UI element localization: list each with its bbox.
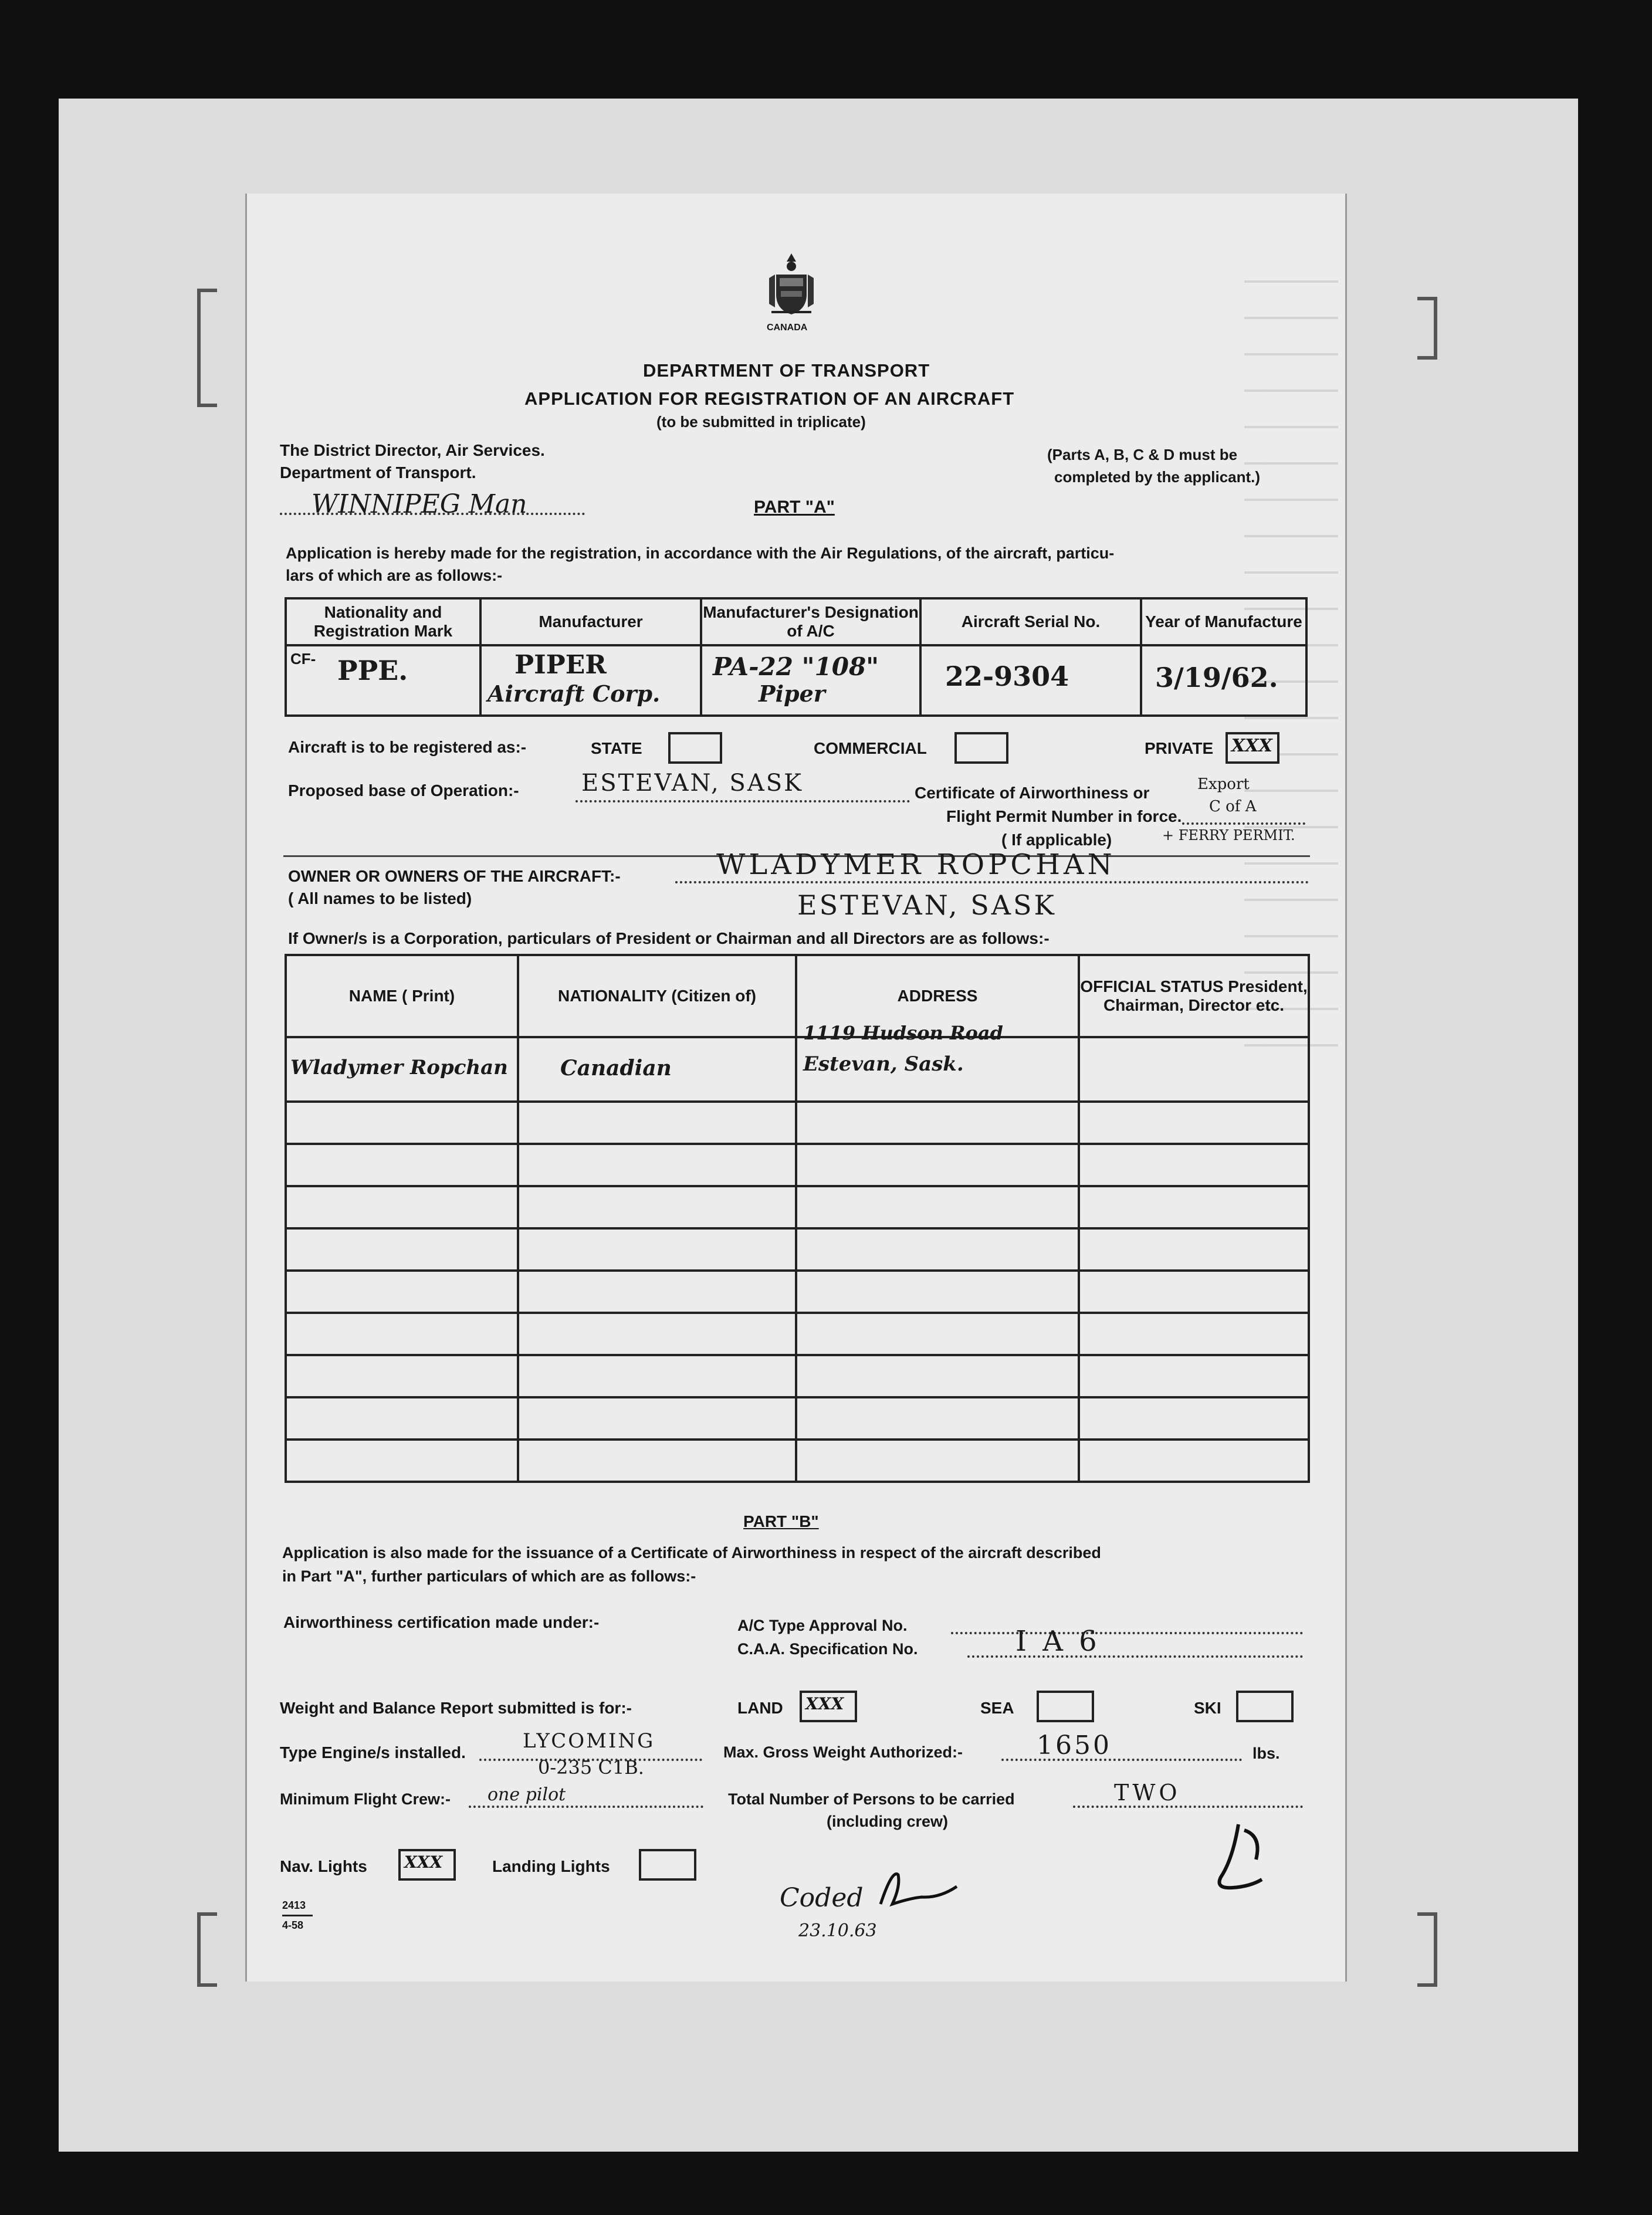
owner-address: ESTEVAN, SASK <box>797 889 1057 921</box>
table-row <box>286 645 1306 716</box>
land-checkbox[interactable] <box>800 1691 857 1722</box>
part-b-heading: PART "B" <box>743 1512 819 1530</box>
corner-bracket <box>197 289 217 407</box>
form-number-rule <box>282 1915 313 1916</box>
persons-label-2: (including crew) <box>827 1813 949 1830</box>
corner-bracket <box>197 1912 217 1987</box>
manufacturer-value: PIPER <box>514 650 607 680</box>
table-row <box>286 1271 1309 1313</box>
owner-label-1: OWNER OR OWNERS OF THE AIRCRAFT:- <box>288 867 621 885</box>
part-a-intro-1: Application is hereby made for the registration, in accordance with the Air Regulations, of the aircraft, particu- <box>286 544 1115 562</box>
director-name: Wladymer Ropchan <box>290 1056 508 1079</box>
land-mark: XXX <box>805 1694 844 1713</box>
sea-checkbox[interactable] <box>1037 1691 1094 1722</box>
col-header-year: Year of Manufacture <box>1141 598 1306 645</box>
corporation-label: If Owner/s is a Corporation, particulars of President or Chairman and all Directors are as follows:- <box>288 929 1050 947</box>
table-row <box>286 1355 1309 1397</box>
sea-label: SEA <box>980 1699 1014 1717</box>
registration-cell <box>286 645 480 716</box>
manufacturer-value-2: Aircraft Corp. <box>488 680 661 707</box>
department-title: DEPARTMENT OF TRANSPORT <box>643 360 930 381</box>
col-header-status: OFFICIAL STATUS President, Chairman, Director etc. <box>1079 955 1309 1037</box>
part-b-intro-2: in Part "A", further particulars of which are as follows:- <box>282 1567 696 1585</box>
part-b-intro-1: Application is also made for the issuance of a Certificate of Airworthiness in respect of the aircraft described <box>282 1544 1101 1562</box>
private-checkbox[interactable] <box>1226 732 1279 764</box>
type-approval-line <box>951 1632 1303 1634</box>
completion-note-2: completed by the applicant.) <box>1054 468 1261 486</box>
cert-value-3: + FERRY PERMIT. <box>1162 827 1295 844</box>
form-subtitle: (to be submitted in triplicate) <box>656 413 866 431</box>
form-title: APPLICATION FOR REGISTRATION OF AN AIRCRAFT <box>524 388 1015 409</box>
ski-label: SKI <box>1194 1699 1221 1717</box>
crew-value: one pilot <box>488 1784 566 1805</box>
landing-lights-checkbox[interactable] <box>639 1849 696 1881</box>
part-a-intro-2: lars of which are as follows:- <box>286 567 503 584</box>
address-line-2: Department of Transport. <box>280 463 476 482</box>
cert-label-1: Certificate of Airworthiness or <box>915 784 1150 802</box>
emblem-caption: CANADA <box>767 323 808 333</box>
engine-label: Type Engine/s installed. <box>280 1743 466 1762</box>
table-row <box>286 1313 1309 1355</box>
col-header-address: ADDRESS <box>796 955 1079 1037</box>
director-address-1: 1119 Hudson Road <box>803 1022 1003 1044</box>
nav-lights-mark: XXX <box>404 1852 443 1872</box>
ski-checkbox[interactable] <box>1236 1691 1294 1722</box>
private-label: PRIVATE <box>1145 739 1214 757</box>
land-label: LAND <box>737 1699 783 1717</box>
table-row <box>286 1228 1309 1271</box>
director-status-cell <box>1079 1037 1309 1102</box>
year-value: 3/19/62. <box>1155 662 1278 693</box>
landing-lights-label: Landing Lights <box>492 1857 610 1875</box>
directors-table <box>285 954 1310 1483</box>
registration-mark: PPE. <box>337 655 408 686</box>
caa-spec-value: I A 6 <box>1015 1625 1101 1658</box>
canada-crest-icon <box>763 251 820 321</box>
designation-value-2: Piper <box>759 680 825 707</box>
cert-line <box>1182 822 1305 825</box>
col-header-designation: Manufacturer's Designation of A/C <box>701 598 920 645</box>
nav-lights-label: Nav. Lights <box>280 1857 367 1875</box>
col-header-manufacturer: Manufacturer <box>480 598 701 645</box>
crew-label: Minimum Flight Crew:- <box>280 1790 451 1808</box>
commercial-label: COMMERCIAL <box>814 739 927 757</box>
cert-label-2: Flight Permit Number in force. <box>946 807 1182 825</box>
table-row <box>286 1102 1309 1144</box>
type-approval-label: A/C Type Approval No. <box>737 1617 908 1634</box>
manufacturer-cell <box>480 645 701 716</box>
persons-line <box>1073 1806 1303 1808</box>
owner-name: WLADYMER ROPCHAN <box>716 848 1116 881</box>
year-cell <box>1141 645 1306 716</box>
designation-cell <box>701 645 920 716</box>
col-header-registration: Nationality and Registration Mark <box>286 598 480 645</box>
nationality-prefix: CF- <box>290 650 316 668</box>
cert-under-label: Airworthiness certification made under:- <box>283 1613 600 1631</box>
table-row <box>286 1397 1309 1440</box>
serial-cell <box>920 645 1141 716</box>
private-mark: XXX <box>1231 736 1272 756</box>
registered-as-label: Aircraft is to be registered as:- <box>288 738 527 756</box>
commercial-checkbox[interactable] <box>954 732 1008 764</box>
table-row <box>286 1037 1309 1102</box>
state-label: STATE <box>591 739 642 757</box>
owner-label-2: ( All names to be listed) <box>288 889 472 907</box>
city-handwritten: WINNIPEG Man <box>312 489 527 519</box>
col-header-nationality: NATIONALITY (Citizen of) <box>518 955 796 1037</box>
persons-value: TWO <box>1114 1780 1181 1806</box>
address-line-1: The District Director, Air Services. <box>280 441 545 459</box>
part-a-heading: PART "A" <box>754 497 835 517</box>
state-checkbox[interactable] <box>668 732 722 764</box>
col-header-serial: Aircraft Serial No. <box>920 598 1141 645</box>
base-line <box>576 800 910 802</box>
wb-label: Weight and Balance Report submitted is for:- <box>280 1699 632 1717</box>
form-date: 4-58 <box>282 1919 304 1931</box>
engine-value-1: LYCOMING <box>523 1729 655 1753</box>
table-row <box>286 1186 1309 1228</box>
approval-signature <box>1197 1818 1279 1901</box>
aircraft-table <box>285 597 1308 717</box>
coded-note: Coded <box>780 1883 864 1913</box>
director-nationality: Canadian <box>560 1056 672 1081</box>
cert-label-3: ( If applicable) <box>1001 831 1112 849</box>
coded-date: 23.10.63 <box>798 1921 877 1941</box>
base-value: ESTEVAN, SASK <box>581 770 803 797</box>
table-row <box>286 1440 1309 1482</box>
completion-note-1: (Parts A, B, C & D must be <box>1047 446 1238 463</box>
crew-line <box>469 1806 703 1808</box>
form-number: 2413 <box>282 1899 306 1911</box>
corner-bracket <box>1417 1912 1437 1987</box>
director-nationality-cell <box>518 1037 796 1102</box>
engine-value-2: 0-235 C1B. <box>538 1756 644 1779</box>
nav-lights-checkbox[interactable] <box>398 1849 456 1881</box>
director-address-cell <box>796 1022 1079 1102</box>
cert-value-2: C of A <box>1209 798 1257 815</box>
gross-weight-unit: lbs. <box>1252 1745 1280 1762</box>
owner-line <box>675 881 1309 883</box>
designation-value: PA-22 "108" <box>713 652 879 681</box>
table-row <box>286 1144 1309 1186</box>
corner-bracket <box>1417 297 1437 360</box>
serial-value: 22-9304 <box>945 661 1069 692</box>
application-form <box>245 194 1347 1982</box>
initials-signature <box>875 1863 963 1916</box>
caa-spec-label: C.A.A. Specification No. <box>737 1640 918 1658</box>
cert-value-1: Export <box>1197 775 1250 793</box>
col-header-name: NAME ( Print) <box>286 955 518 1037</box>
persons-label-1: Total Number of Persons to be carried <box>728 1790 1015 1808</box>
base-label: Proposed base of Operation:- <box>288 781 519 800</box>
gross-weight-label: Max. Gross Weight Authorized:- <box>723 1743 963 1761</box>
director-address-2: Estevan, Sask. <box>803 1052 964 1076</box>
gross-weight-value: 1650 <box>1037 1730 1112 1760</box>
director-name-cell <box>286 1037 518 1102</box>
